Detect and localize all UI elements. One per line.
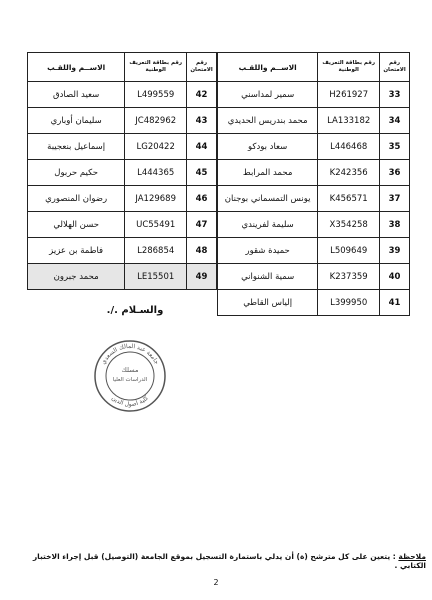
exam-number-cell: 33 <box>380 82 410 108</box>
id-card-cell: K242356 <box>318 160 380 186</box>
header-name: الاســم واللقـب <box>28 53 125 82</box>
exam-number-cell: 44 <box>187 134 217 160</box>
table-header-row <box>28 53 217 82</box>
id-card-cell: LG20422 <box>125 134 187 160</box>
table-header-row <box>218 53 410 82</box>
table-row <box>218 264 410 290</box>
exam-number-cell: 42 <box>187 82 217 108</box>
id-card-cell: LE15501 <box>125 264 187 290</box>
name-cell: إلياس القاطي <box>218 290 318 316</box>
name-cell: محمد جبرون <box>28 264 125 290</box>
name-cell: سمية الشنواني <box>218 264 318 290</box>
table-row <box>28 186 217 212</box>
id-card-cell: L286854 <box>125 238 187 264</box>
candidates-table-left <box>27 52 217 290</box>
header-name: الاســم واللقـب <box>218 53 318 82</box>
name-cell: محمد بندريس الحديدي <box>218 108 318 134</box>
id-card-cell: L399950 <box>318 290 380 316</box>
id-card-cell: UC55491 <box>125 212 187 238</box>
id-card-cell: JC482962 <box>125 108 187 134</box>
exam-number-cell: 38 <box>380 212 410 238</box>
id-card-cell: L499559 <box>125 82 187 108</box>
name-cell: حكيم حربول <box>28 160 125 186</box>
table-row <box>218 290 410 316</box>
name-cell: سليمان أوباري <box>28 108 125 134</box>
name-cell: سليمة لفريندي <box>218 212 318 238</box>
id-card-cell: K456571 <box>318 186 380 212</box>
stamp-text-bottom: كلية أصول الدين <box>110 394 150 409</box>
svg-text:جامعة عبد المالك السعدي <box>100 343 160 366</box>
id-card-cell: L446468 <box>318 134 380 160</box>
name-cell: محمد المرابط <box>218 160 318 186</box>
table-row <box>218 238 410 264</box>
exam-number-cell: 49 <box>187 264 217 290</box>
page-number: 2 <box>213 578 219 587</box>
table-row <box>28 134 217 160</box>
header-exam-number: رقم الامتحان <box>380 53 410 82</box>
stamp-text-center1: مسلك <box>121 366 139 374</box>
id-card-cell: H261927 <box>318 82 380 108</box>
table-row <box>28 82 217 108</box>
table-row <box>28 160 217 186</box>
id-card-cell: K237359 <box>318 264 380 290</box>
stamp-text-top: جامعة عبد المالك السعدي <box>99 342 161 366</box>
id-card-cell: LA133182 <box>318 108 380 134</box>
id-card-cell: X354258 <box>318 212 380 238</box>
footnote-text: : يتعين على كل مترشح (ة) أن يدلي باستمارة التسجيل بموقع الجامعة (التوصيل) قبل إجراء الاختبار الكتابي . <box>32 552 426 570</box>
id-card-cell: JA129689 <box>125 186 187 212</box>
name-cell: فاطمة بن عزيز <box>28 238 125 264</box>
exam-number-cell: 46 <box>187 186 217 212</box>
name-cell: حميدة شقور <box>218 238 318 264</box>
table-row <box>218 160 410 186</box>
svg-text:كلية أصول الدين <box>110 395 150 409</box>
exam-number-cell: 40 <box>380 264 410 290</box>
name-cell: حسن الهلالي <box>28 212 125 238</box>
header-id-card: رقم بطاقة التعريف الوطنية <box>125 53 187 82</box>
footnote-label: ملاحظة <box>398 552 426 561</box>
header-exam-number: رقم الامتحان <box>187 53 217 82</box>
table-row <box>218 82 410 108</box>
exam-number-cell: 43 <box>187 108 217 134</box>
name-cell: رضوان المنصوري <box>28 186 125 212</box>
table-row <box>218 212 410 238</box>
exam-number-cell: 37 <box>380 186 410 212</box>
table-row <box>28 264 217 290</box>
table-row <box>218 186 410 212</box>
table-row <box>28 108 217 134</box>
name-cell: سعيد الصادق <box>28 82 125 108</box>
id-card-cell: L444365 <box>125 160 187 186</box>
exam-number-cell: 48 <box>187 238 217 264</box>
table-row <box>218 134 410 160</box>
name-cell: إسماعيل بنعجيبة <box>28 134 125 160</box>
name-cell: سعاد بودكو <box>218 134 318 160</box>
exam-number-cell: 34 <box>380 108 410 134</box>
exam-number-cell: 47 <box>187 212 217 238</box>
official-stamp <box>92 338 168 414</box>
exam-number-cell: 45 <box>187 160 217 186</box>
exam-number-cell: 41 <box>380 290 410 316</box>
exam-number-cell: 35 <box>380 134 410 160</box>
footnote <box>6 552 426 570</box>
id-card-cell: L509649 <box>318 238 380 264</box>
table-row <box>28 238 217 264</box>
table-row <box>28 212 217 238</box>
name-cell: سمير لمداسني <box>218 82 318 108</box>
candidates-table-right <box>217 52 410 316</box>
closing-salutation: والسـلام ./. <box>106 305 164 316</box>
exam-number-cell: 39 <box>380 238 410 264</box>
exam-number-cell: 36 <box>380 160 410 186</box>
table-row <box>218 108 410 134</box>
name-cell: يونس التمسماني بوجنان <box>218 186 318 212</box>
header-id-card: رقم بطاقة التعريف الوطنية <box>318 53 380 82</box>
stamp-text-center2: الدراسات العليا <box>112 377 148 383</box>
